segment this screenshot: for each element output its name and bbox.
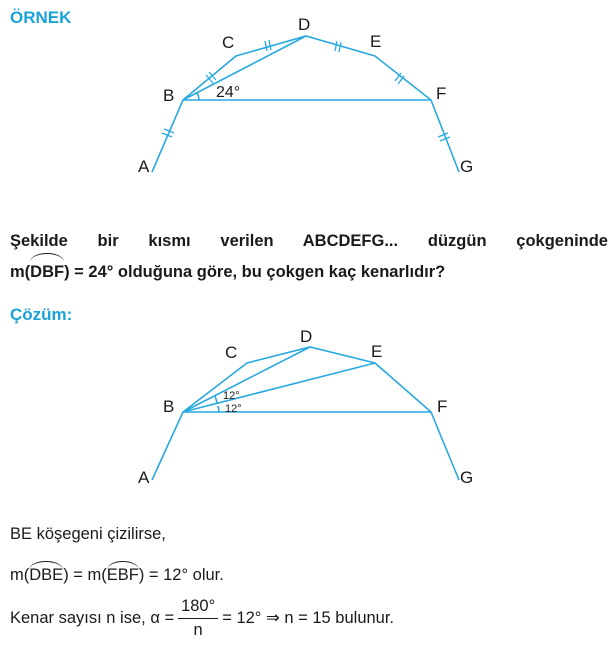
angle-label-upper: 12°: [223, 390, 240, 402]
solution-line-3: Kenar sayısı n ise, α = $\frac{180^\circ}{n}$ = 12° ⇒ n = 15 bulunur.: [10, 597, 395, 639]
polygon-outline: [152, 36, 459, 172]
figure-1-polygon: [0, 0, 615, 200]
vertex-label-g: G: [460, 468, 474, 487]
solution-heading: Çözüm:: [10, 305, 73, 324]
vertex-label-e: E: [371, 342, 383, 361]
vertex-label-a: A: [138, 157, 150, 176]
vertex-label-b: B: [163, 397, 175, 416]
vertex-label-f: F: [436, 84, 447, 103]
angle-arc-lower: [218, 406, 219, 412]
figure-2-polygon: [0, 320, 615, 500]
vertex-label-e: E: [370, 32, 382, 51]
angle-arc: [197, 93, 199, 100]
fraction-denominator: n: [193, 621, 203, 639]
vertex-label-g: G: [460, 157, 474, 176]
question-line-1: Şekilde bir kısmı verilen ABCDEFG... düzgün çokgeninde: [10, 232, 608, 250]
angle-arc-upper: [215, 396, 217, 403]
example-heading: ÖRNEK: [10, 8, 72, 27]
fraction: [178, 597, 218, 640]
question-line-2: m(DBF) = 24° olduğuna göre, bu çokgen kaç kenarlıdır?: [10, 258, 608, 286]
equal-side-ticks: [162, 40, 450, 141]
diagonal-be: [183, 363, 375, 412]
arc-dbf: DBF: [30, 258, 64, 286]
angle-label: 24°: [216, 84, 241, 101]
solution-line-1: BE köşegeni çizilirse,: [10, 525, 166, 543]
fraction-numerator: 180°: [178, 597, 218, 619]
vertex-label-a: A: [138, 468, 150, 487]
vertex-label-c: C: [225, 343, 238, 362]
vertex-label-b: B: [163, 86, 175, 105]
vertex-label-d: D: [300, 327, 313, 346]
polygon-outline: [152, 347, 459, 480]
vertex-label-f: F: [437, 397, 448, 416]
angle-label-lower: 12°: [225, 403, 242, 415]
arc-dbe: DBE: [29, 566, 64, 584]
solution-line-2: m(DBE) = m(EBF) = 12° olur.: [10, 566, 224, 584]
vertex-label-d: D: [298, 15, 311, 34]
vertex-label-c: C: [222, 33, 235, 52]
arc-ebf: EBF: [106, 566, 139, 584]
diagonal-bd: [183, 347, 310, 412]
diagonal-bd: [183, 36, 306, 100]
